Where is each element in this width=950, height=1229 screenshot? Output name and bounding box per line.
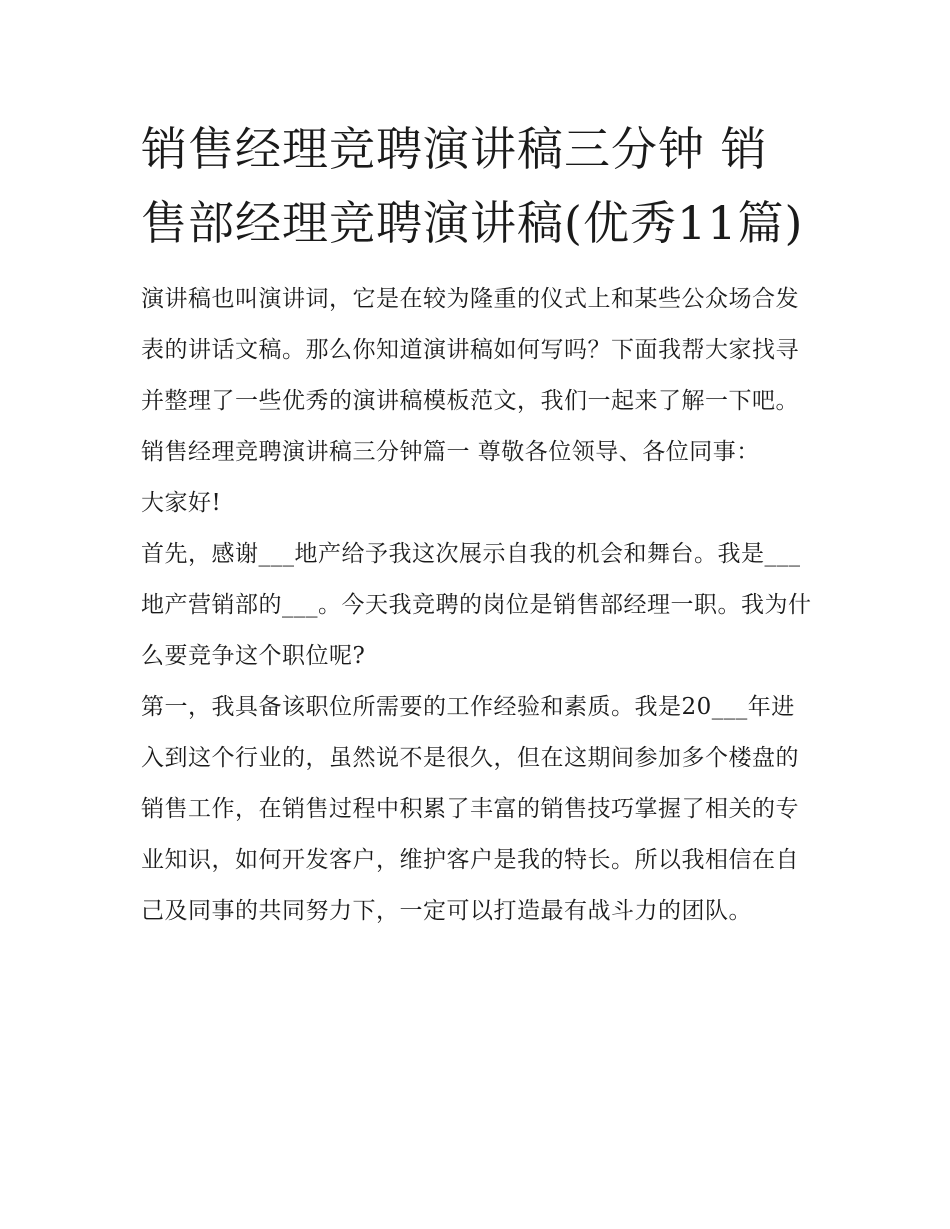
paragraph-section-heading: 销售经理竞聘演讲稿三分钟篇一 尊敬各位领导、各位同事：	[141, 439, 760, 465]
document-page	[141, 112, 813, 937]
paragraph-greeting: 大家好!	[141, 490, 222, 516]
document-title: 销售经理竞聘演讲稿三分钟 销售部经理竞聘演讲稿(优秀11篇)	[141, 122, 804, 250]
paragraph-thanks: 首先，感谢___地产给予我这次展示自我的机会和舞台。我是___地产营销部的___。今天我竞聘的岗位是销售部经理一职。我为什么要竞争这个职位呢?	[141, 541, 812, 669]
paragraph-intro: 演讲稿也叫演讲词，它是在较为隆重的仪式上和某些公众场合发表的讲话文稿。那么你知道演讲稿如何写吗？下面我帮大家找寻并整理了一些优秀的演讲稿模板范文，我们一起来了解一下吧。	[141, 286, 799, 414]
paragraph-first-reason: 第一，我具备该职位所需要的工作经验和素质。我是20___年进入到这个行业的，虽然说不是很久，但在这期间参加多个楼盘的销售工作，在销售过程中积累了丰富的销售技巧掌握了相关的专业知识，如何开发客户，维护客户是我的特长。所以我相信在自己及同事的共同努力下，一定可以打造最有战斗力的团队。	[141, 694, 799, 924]
